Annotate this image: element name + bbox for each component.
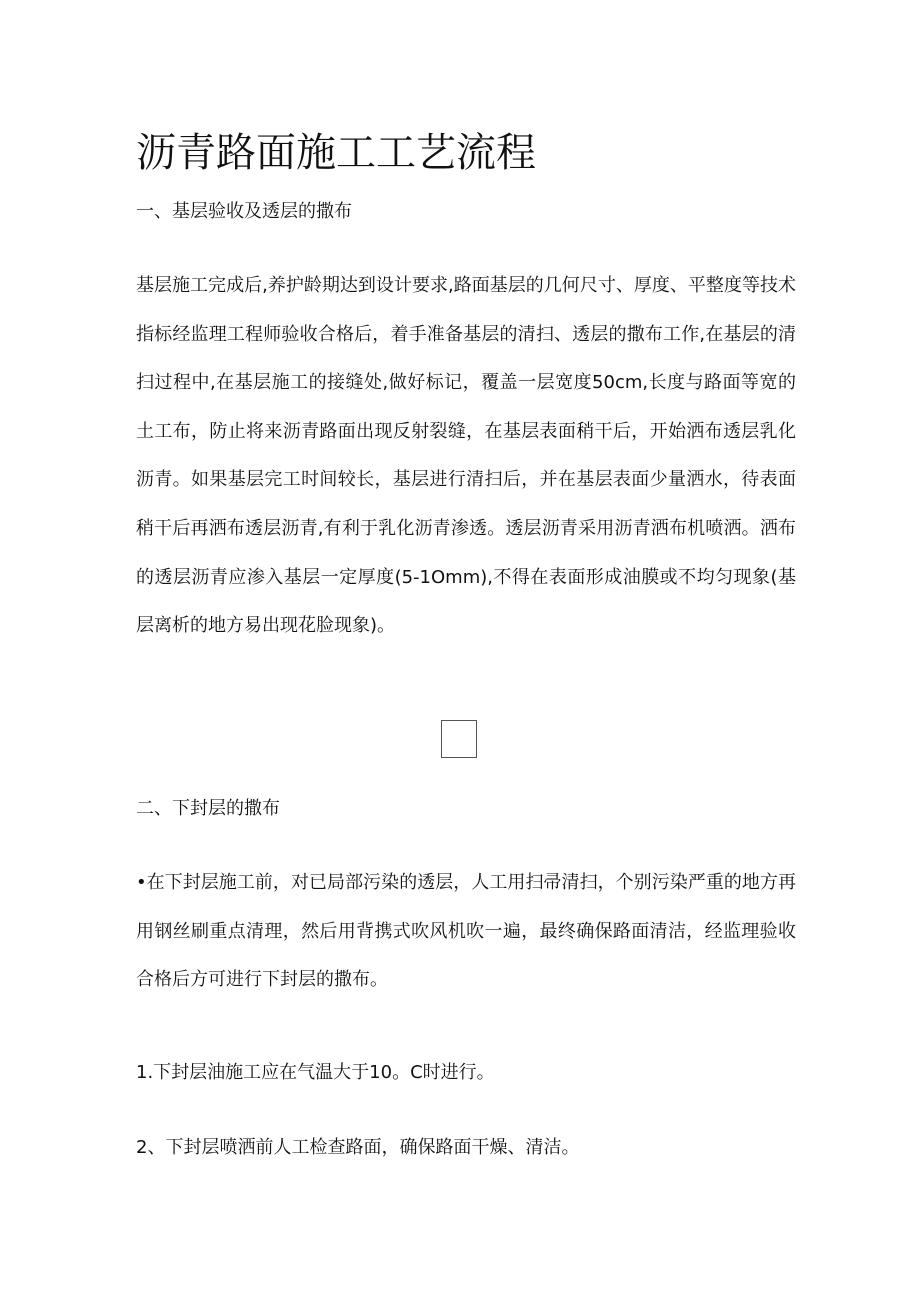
section-2-heading: 二、下封层的撒布 [136,798,280,819]
list-item: 1.下封层油施工应在气温大于10。C时进行。 [136,1062,495,1083]
section-2-paragraph: •在下封层施工前，对已局部污染的透层，人工用扫帚清扫，个别污染严重的地方再用钢丝刷重点清理，然后用背携式吹风机吹一遍，最终确保路面清洁，经监理验收合格后方可进行下封层的撒布。 [136,872,796,991]
document-title: 沥青路面施工工艺流程 [136,130,536,176]
section-1-paragraph: 基层施工完成后,养护龄期达到设计要求,路面基层的几何尺寸、厚度、平整度等技术指标经监理工程师验收合格后，着手准备基层的清扫、透层的撒布工作,在基层的清扫过程中,在基层施工的接缝处,做好标记，覆盖一层宽度50cm,长度与路面等宽的土工布，防止将来沥青路面出现反射裂缝，在基层表面稍干后，开始洒布透层乳化沥青。如果基层完工时间较长，基层进行清扫后，并在基层表面少量洒水，待表面稍干后再洒布透层沥青,有利于乳化沥青渗透。透层沥青采用沥青洒布机喷洒。洒布的透层沥青应渗入基层一定厚度(5-1Omm),不得在表面形成油膜或不均匀现象(基层离析的地方易出现花脸现象)。 [136,275,796,637]
section-1-heading: 一、基层验收及透层的撒布 [136,201,352,222]
list-item: 2、下封层喷洒前人工检查路面，确保路面干燥、清洁。 [136,1137,580,1158]
image-placeholder-icon [441,720,477,758]
